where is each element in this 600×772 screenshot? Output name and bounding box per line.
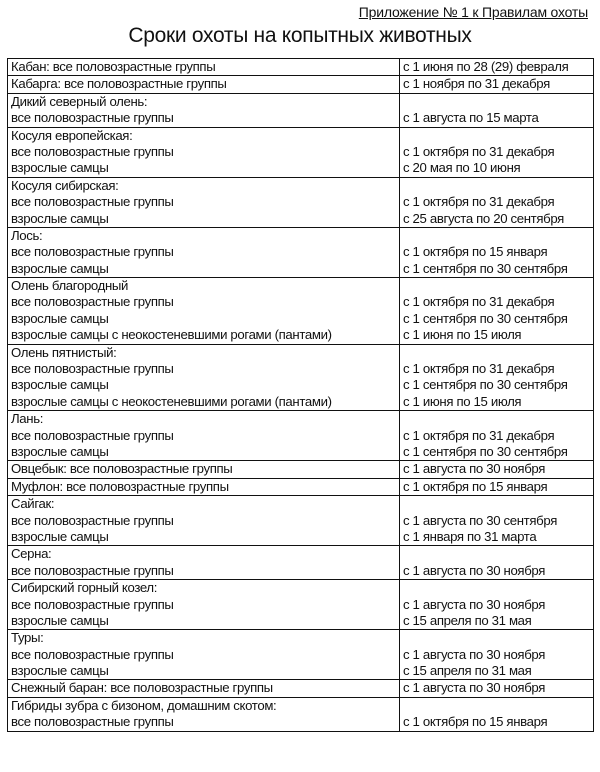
season-period: с 1 октября по 31 декабря	[403, 143, 555, 159]
animal-name: Сибирский горный козел:	[11, 580, 158, 596]
period-cell	[400, 461, 594, 478]
season-period: с 1 августа по 30 сентября	[403, 512, 557, 528]
animal-name: Гибриды зубра с бизоном, домашним скотом:	[11, 697, 277, 713]
season-period: с 1 сентября по 30 сентября	[403, 377, 568, 393]
animal-name: Лань:	[11, 411, 44, 427]
animal-cell	[8, 580, 400, 630]
animal-cell	[8, 697, 400, 731]
animal-cell	[8, 630, 400, 680]
table-row	[8, 344, 594, 411]
animal-name: Снежный баран: все половозрастные группы	[11, 680, 273, 696]
season-period: с 1 сентября по 30 сентября	[403, 260, 568, 276]
group-label: взрослые самцы	[11, 528, 109, 544]
animal-cell	[8, 76, 400, 93]
season-period: с 1 октября по 31 декабря	[403, 194, 555, 210]
period-cell	[400, 496, 594, 546]
period-cell	[400, 127, 594, 177]
period-cell	[400, 344, 594, 411]
animal-name: Туры:	[11, 630, 44, 646]
group-label: взрослые самцы	[11, 663, 109, 679]
period-cell	[400, 59, 594, 76]
animal-cell	[8, 461, 400, 478]
season-period: с 1 октября по 15 января	[403, 478, 548, 494]
table-row	[8, 411, 594, 461]
season-period: с 1 октября по 15 января	[403, 244, 548, 260]
group-label: все половозрастные группы	[11, 596, 174, 612]
season-period: с 15 апреля по 31 мая	[403, 663, 532, 679]
table-row	[8, 478, 594, 495]
table-row	[8, 76, 594, 93]
season-period: с 1 июня по 15 июля	[403, 327, 522, 343]
animal-name: Муфлон: все половозрастные группы	[11, 478, 229, 494]
period-cell	[400, 580, 594, 630]
group-label: все половозрастные группы	[11, 294, 174, 310]
table-row	[8, 461, 594, 478]
period-spacer	[403, 278, 593, 294]
season-period: с 20 мая по 10 июня	[403, 160, 521, 176]
period-spacer	[403, 546, 593, 562]
period-cell	[400, 93, 594, 127]
group-label: все половозрастные группы	[11, 361, 174, 377]
table-row	[8, 546, 594, 580]
group-label: взрослые самцы	[11, 160, 109, 176]
group-label: все половозрастные группы	[11, 714, 174, 730]
animal-name: Олень благородный	[11, 278, 129, 294]
season-period: с 1 октября по 31 декабря	[403, 294, 555, 310]
table-row	[8, 630, 594, 680]
period-cell	[400, 411, 594, 461]
table-row	[8, 496, 594, 546]
season-period: с 1 октября по 31 декабря	[403, 427, 555, 443]
season-period: с 1 октября по 15 января	[403, 714, 548, 730]
period-spacer	[403, 496, 593, 512]
season-period: с 1 сентября по 30 сентября	[403, 443, 568, 459]
season-period: с 1 ноября по 31 декабря	[403, 76, 550, 92]
season-period: с 1 сентября по 30 сентября	[403, 310, 568, 326]
page-title: Сроки охоты на копытных животных	[128, 24, 472, 47]
period-cell	[400, 227, 594, 277]
group-label: все половозрастные группы	[11, 427, 174, 443]
table-row	[8, 227, 594, 277]
table-row	[8, 177, 594, 227]
animal-cell	[8, 127, 400, 177]
animal-cell	[8, 478, 400, 495]
period-spacer	[403, 94, 593, 110]
group-label: все половозрастные группы	[11, 562, 174, 578]
season-period: с 1 августа по 15 марта	[403, 110, 539, 126]
period-spacer	[403, 345, 593, 361]
table-row	[8, 93, 594, 127]
season-period: с 1 августа по 30 ноября	[403, 680, 546, 696]
group-label: взрослые самцы	[11, 443, 109, 459]
group-label: все половозрастные группы	[11, 512, 174, 528]
period-spacer	[403, 630, 593, 646]
group-label: взрослые самцы	[11, 210, 109, 226]
season-period: с 1 января по 31 марта	[403, 528, 537, 544]
group-label: все половозрастные группы	[11, 110, 174, 126]
animal-cell	[8, 496, 400, 546]
period-spacer	[403, 411, 593, 427]
group-label: взрослые самцы с неокостеневшими рогами (пантами)	[11, 393, 332, 409]
animal-cell	[8, 93, 400, 127]
animal-name: Сайгак:	[11, 496, 55, 512]
season-period: с 1 августа по 30 ноября	[403, 596, 546, 612]
animal-name: Косуля европейская:	[11, 127, 133, 143]
table-row	[8, 580, 594, 630]
animal-cell	[8, 59, 400, 76]
group-label: все половозрастные группы	[11, 646, 174, 662]
group-label: взрослые самцы	[11, 377, 109, 393]
animal-cell	[8, 177, 400, 227]
animal-cell	[8, 680, 400, 697]
period-spacer	[403, 580, 593, 596]
table-body	[8, 59, 594, 732]
period-spacer	[403, 178, 593, 194]
table-row	[8, 127, 594, 177]
hunting-seasons-table	[7, 58, 594, 732]
animal-name: Олень пятнистый:	[11, 344, 117, 360]
season-period: с 1 июня по 28 (29) февраля	[403, 59, 569, 74]
group-label: взрослые самцы	[11, 260, 109, 276]
animal-cell	[8, 411, 400, 461]
animal-name: Кабан: все половозрастные группы	[11, 59, 216, 74]
animal-name: Кабарга: все половозрастные группы	[11, 76, 227, 92]
group-label: все половозрастные группы	[11, 194, 174, 210]
season-period: с 1 октября по 31 декабря	[403, 361, 555, 377]
animal-name: Овцебык: все половозрастные группы	[11, 461, 233, 477]
season-period: с 15 апреля по 31 мая	[403, 612, 532, 628]
animal-name: Косуля сибирская:	[11, 177, 119, 193]
period-cell	[400, 278, 594, 345]
period-cell	[400, 478, 594, 495]
period-cell	[400, 630, 594, 680]
period-spacer	[403, 128, 593, 144]
period-spacer	[403, 228, 593, 244]
season-period: с 1 августа по 30 ноября	[403, 562, 546, 578]
period-cell	[400, 680, 594, 697]
animal-cell	[8, 344, 400, 411]
period-cell	[400, 177, 594, 227]
period-cell	[400, 76, 594, 93]
season-period: с 1 августа по 30 ноября	[403, 646, 546, 662]
group-label: все половозрастные группы	[11, 244, 174, 260]
group-label: взрослые самцы	[11, 612, 109, 628]
table-row	[8, 680, 594, 697]
table-row	[8, 697, 594, 731]
period-cell	[400, 546, 594, 580]
animal-cell	[8, 278, 400, 345]
animal-name: Дикий северный олень:	[11, 93, 148, 109]
animal-cell	[8, 227, 400, 277]
period-cell	[400, 697, 594, 731]
season-period: с 1 августа по 30 ноября	[403, 461, 546, 477]
season-period: с 25 августа по 20 сентября	[403, 210, 564, 226]
table-row	[8, 278, 594, 345]
season-period: с 1 июня по 15 июля	[403, 393, 522, 409]
table-row	[8, 59, 594, 76]
animal-cell	[8, 546, 400, 580]
group-label: взрослые самцы с неокостеневшими рогами (пантами)	[11, 327, 332, 343]
period-spacer	[403, 698, 593, 714]
animal-name: Лось:	[11, 227, 43, 243]
group-label: все половозрастные группы	[11, 143, 174, 159]
group-label: взрослые самцы	[11, 310, 109, 326]
animal-name: Серна:	[11, 546, 52, 562]
appendix-label: Приложение № 1 к Правилам охоты	[358, 4, 588, 20]
